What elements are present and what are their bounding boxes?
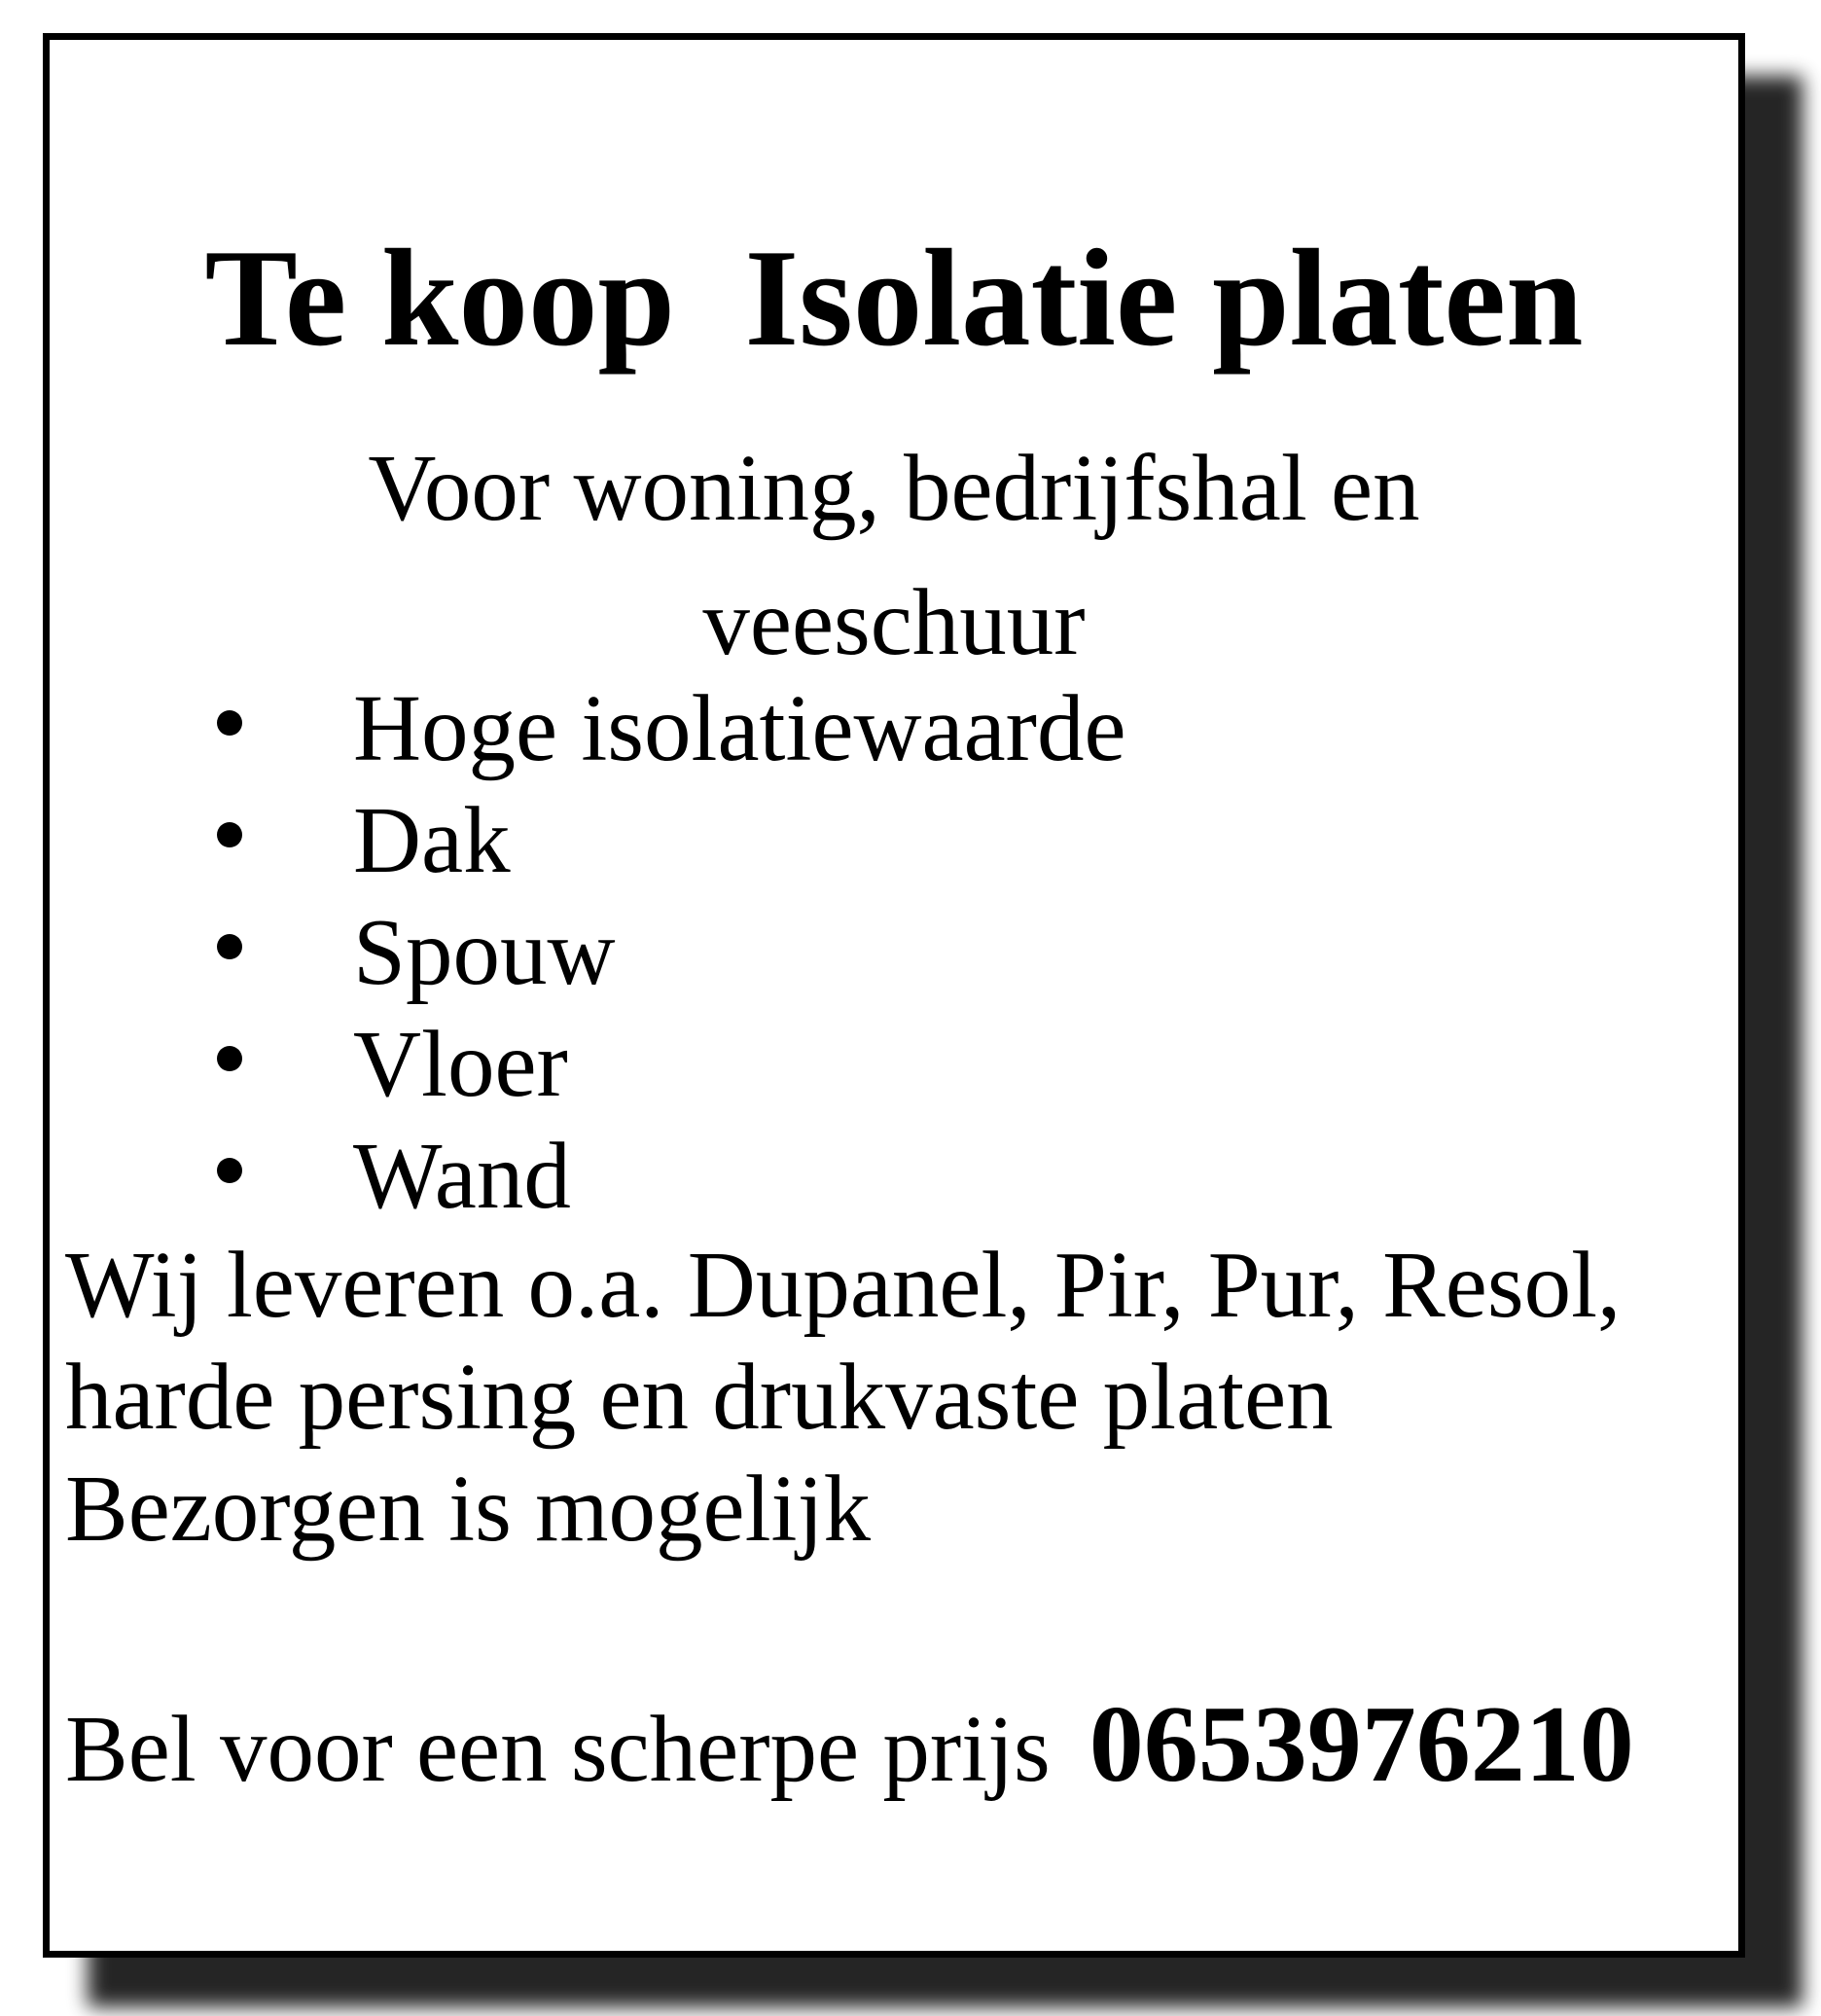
bullet-icon bbox=[217, 710, 242, 736]
delivery-note: Bezorgen is mogelijk bbox=[65, 1457, 871, 1561]
ad-subtitle: Voor woning, bedrijfshal en veeschuur bbox=[368, 436, 1420, 674]
ad-title: Te koop Isolatie platen bbox=[204, 221, 1584, 375]
advertisement-card bbox=[43, 33, 1745, 1958]
call-to-action bbox=[65, 1684, 1634, 1805]
bullet-icon bbox=[217, 1158, 242, 1183]
bullet-icon bbox=[217, 934, 242, 959]
feature-label: Vloer bbox=[353, 1012, 568, 1116]
body-line: Wij leveren o.a. Dupanel, Pir, Pur, Resol, bbox=[65, 1233, 1622, 1337]
feature-label: Wand bbox=[353, 1124, 571, 1228]
phone-number: 0653976210 bbox=[1089, 1684, 1634, 1805]
feature-label: Spouw bbox=[353, 900, 616, 1004]
feature-label: Dak bbox=[353, 788, 511, 892]
cta-text: Bel voor een scherpe prijs bbox=[65, 1697, 1051, 1801]
bullet-icon bbox=[217, 822, 242, 847]
supplier-info bbox=[65, 1229, 1621, 1565]
bullet-icon bbox=[217, 1046, 242, 1071]
feature-label: Hoge isolatiewaarde bbox=[353, 676, 1126, 780]
body-line: harde persing en drukvaste platen bbox=[65, 1345, 1334, 1449]
